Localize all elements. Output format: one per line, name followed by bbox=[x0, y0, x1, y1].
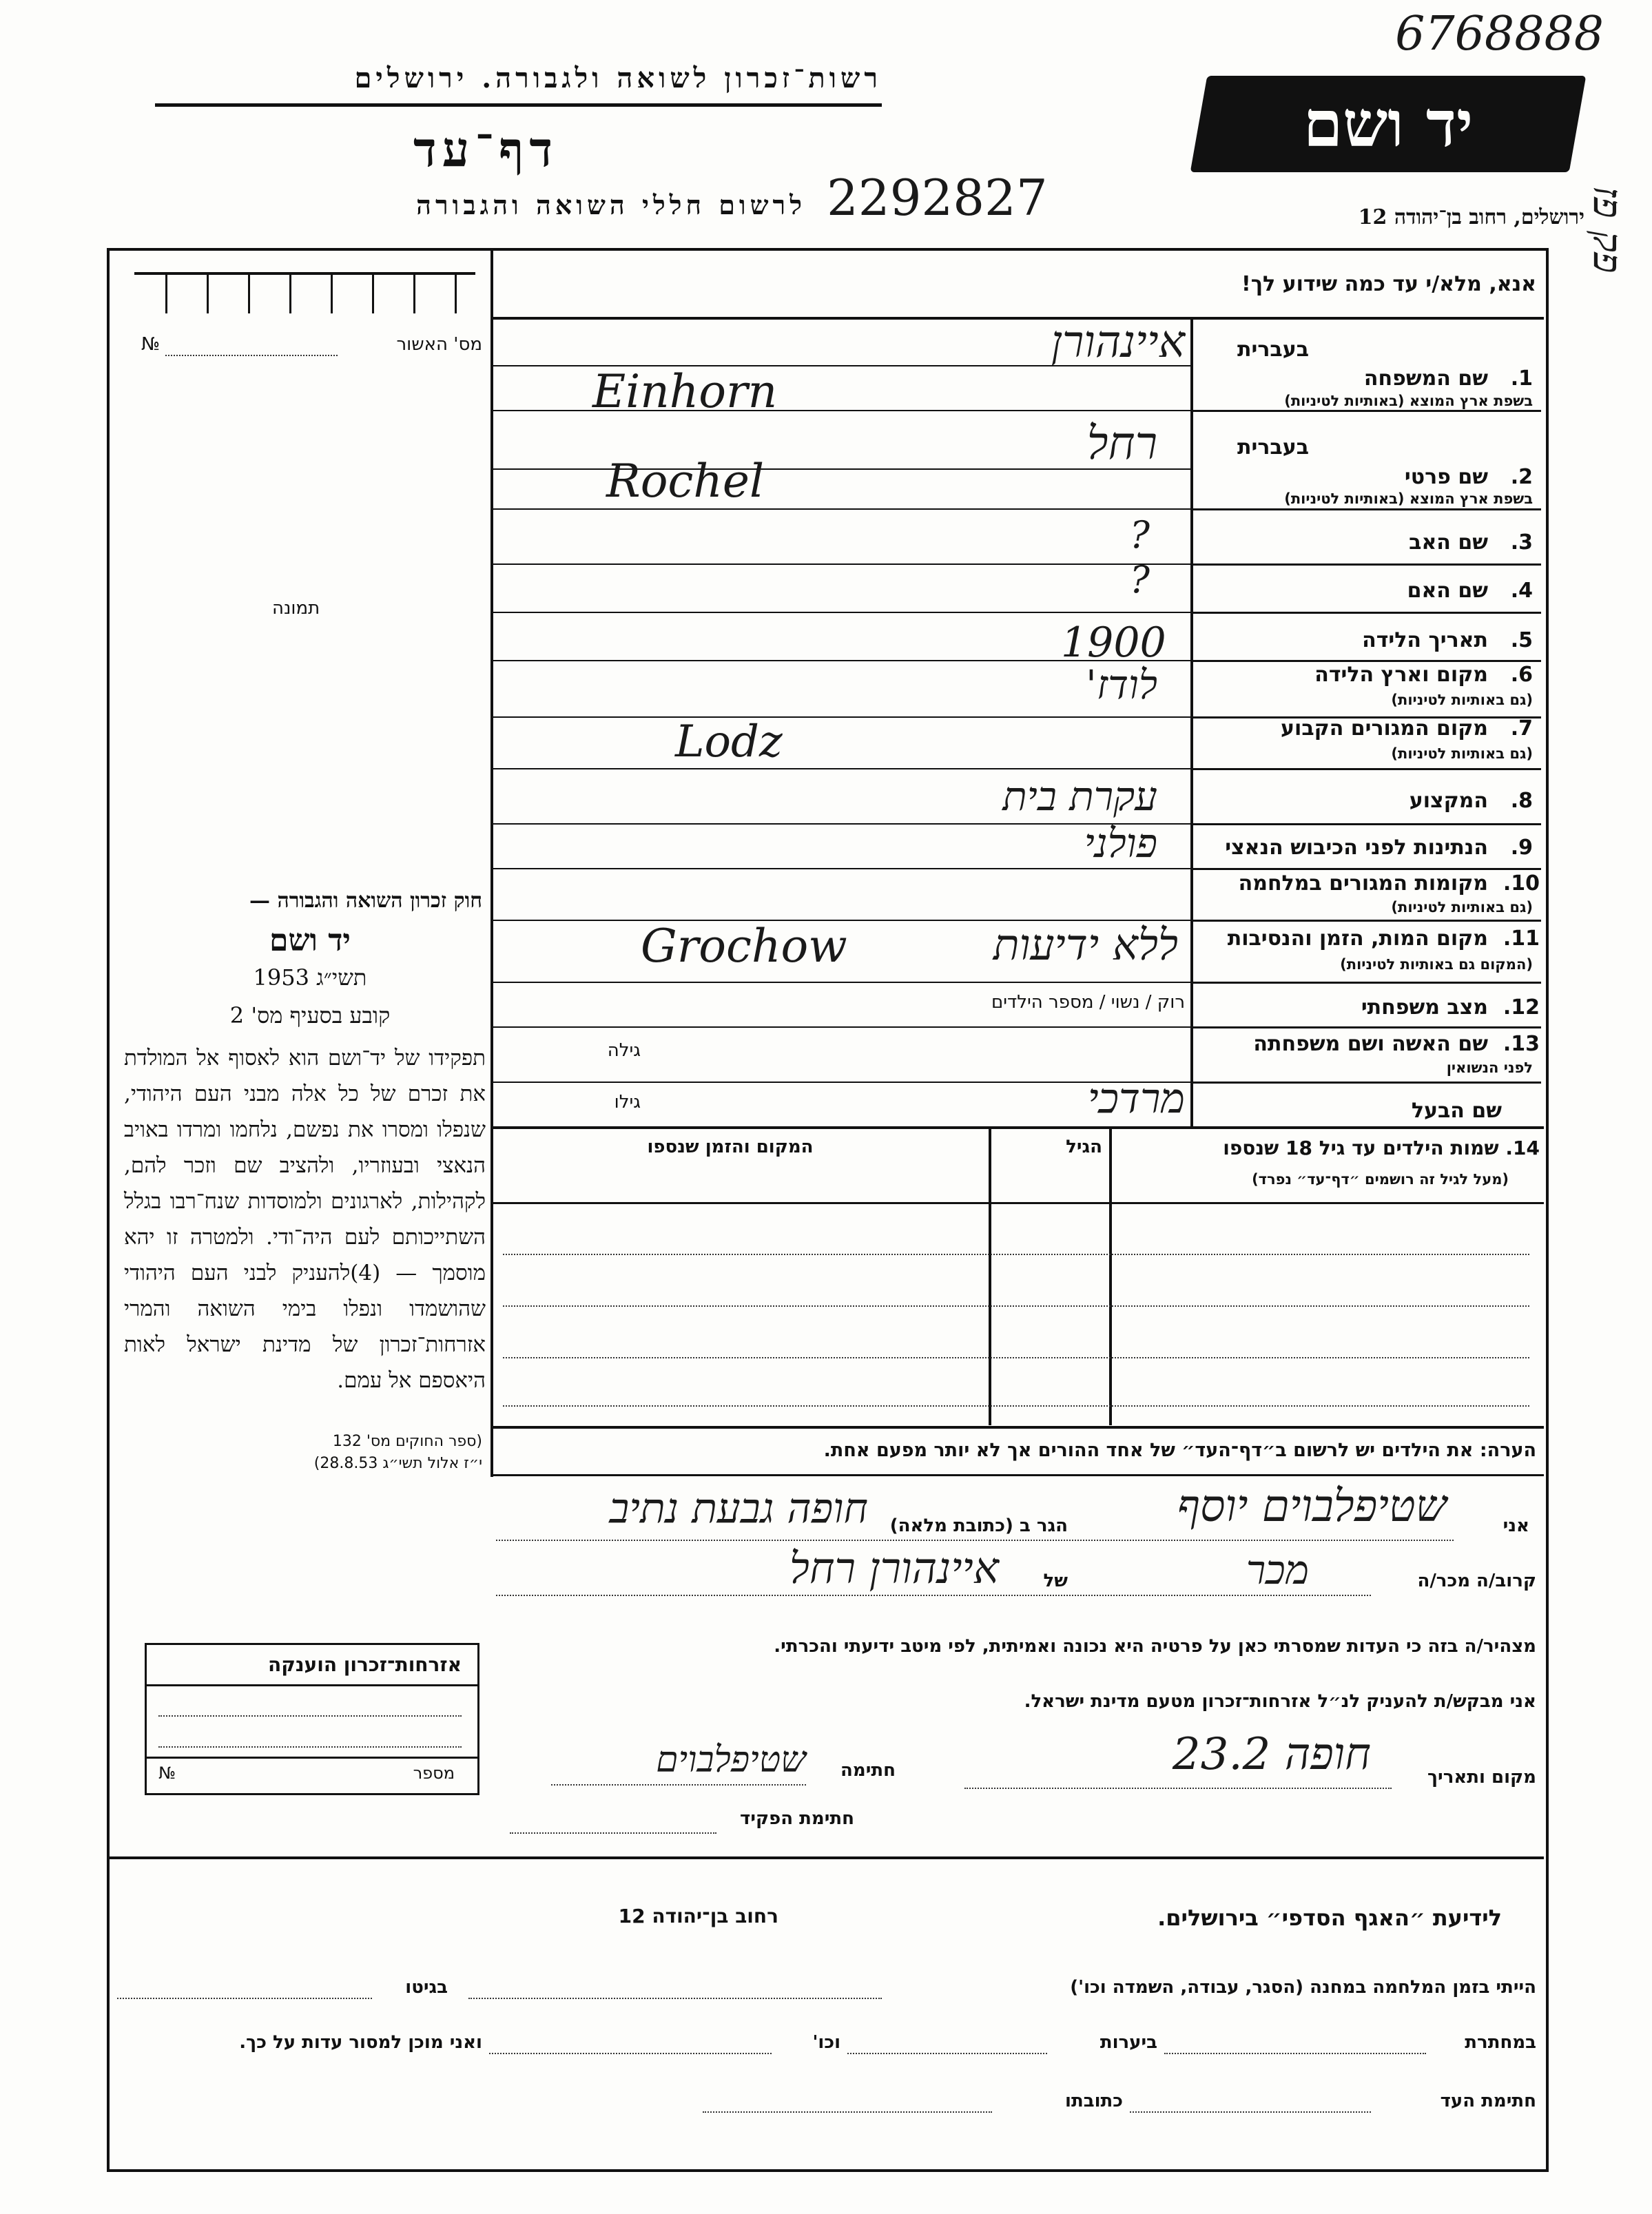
field-5-label: תאריך הלידה bbox=[1362, 628, 1488, 652]
witness-of-value[interactable]: איינהורן רחל bbox=[789, 1543, 999, 1593]
signature-label: חתימה bbox=[840, 1760, 896, 1781]
field-7-value[interactable]: Lodz bbox=[675, 716, 783, 767]
witness-of-label: של bbox=[1043, 1571, 1068, 1591]
field-1-value-latin[interactable]: Einhorn bbox=[592, 365, 778, 418]
field-12-label: מצב משפחתי bbox=[1361, 995, 1488, 1020]
field-4-number: 4. bbox=[1510, 579, 1533, 603]
field-13-label: שם האשה ושם משפחתה bbox=[1253, 1032, 1488, 1056]
intro-instruction: אנא, מלא/י עד כמה שידוע לך! bbox=[1241, 272, 1536, 296]
field-6-number: 6. bbox=[1510, 663, 1533, 687]
children-sublabel: (מעל לגיל זה רושמים ״דף־עד״ נפרד) bbox=[1252, 1171, 1509, 1188]
field-3-value[interactable]: ? bbox=[1130, 513, 1150, 557]
field-8-number: 8. bbox=[1510, 789, 1533, 813]
bottom-line1-text: הייתי בזמן המלחמה במחנה (הסגר, עבודה, השמדה וכו') bbox=[1070, 1977, 1536, 1998]
place-date-label: מקום ותאריך bbox=[1427, 1767, 1536, 1788]
witness-relative-label: קרוב/ה מכר/ה bbox=[1417, 1571, 1536, 1591]
place-date-value[interactable]: חופה 23.2 bbox=[1172, 1729, 1371, 1780]
field-3-number: 3. bbox=[1510, 530, 1533, 555]
husband-age-label: גילו bbox=[614, 1092, 641, 1113]
husband-name-value[interactable]: מרדכי bbox=[1087, 1075, 1185, 1123]
witness-resides-label: הגר ב (כתובת מלאה) bbox=[889, 1515, 1068, 1536]
field-1-value-hebrew[interactable]: איינהורן bbox=[1051, 317, 1185, 368]
field-3-label: שם האב bbox=[1409, 530, 1488, 555]
field-2-lang: בעברית bbox=[1237, 435, 1309, 459]
bottom-line2-etc: וכו' bbox=[812, 2032, 840, 2053]
witness-request: אני מבקש/ת להעניק לנ״ל אזרחות־זכרון מטעם מדינת ישראל. bbox=[1024, 1691, 1536, 1712]
bottom-address: רחוב בן־יהודה 12 bbox=[618, 1905, 778, 1927]
field-2-number: 2. bbox=[1510, 465, 1533, 489]
form-subtitle: לרשום חללי השואה והגבורה bbox=[416, 189, 806, 220]
signature-value[interactable]: שטיפלבוים bbox=[656, 1739, 806, 1781]
header-address: ירושלים, רחוב בן־יהודה 12 bbox=[1358, 205, 1584, 229]
witness-relation-value[interactable]: מכר bbox=[1246, 1546, 1309, 1593]
husband-label: שם הבעל bbox=[1411, 1099, 1502, 1123]
margin-handwritten-note: פק פז bbox=[1584, 186, 1631, 273]
field-6-sublabel: (גם באותיות לטיניות) bbox=[1391, 692, 1533, 708]
field-12-number: 12. bbox=[1503, 995, 1540, 1020]
bottom-line3-address-label: כתובתו bbox=[1065, 2091, 1123, 2111]
bottom-line1-ghetto-label: בגיטו bbox=[405, 1977, 448, 1998]
field-7-number: 7. bbox=[1510, 716, 1533, 741]
law-logo: יד ושם bbox=[269, 923, 351, 958]
witness-i-label: אני bbox=[1503, 1515, 1529, 1536]
field-11-value-hebrew[interactable]: ללא ידיעות bbox=[993, 920, 1178, 970]
clerk-signature-label: חתימת הפקיד bbox=[740, 1808, 854, 1829]
field-5-value[interactable]: 1900 bbox=[1061, 619, 1166, 667]
form-number: 2292827 bbox=[827, 169, 1048, 227]
field-9-label: הנתינות לפני הכיבוש הנאצי bbox=[1225, 836, 1488, 860]
field-4-label: שם האם bbox=[1407, 579, 1488, 603]
field-1-lang: בעברית bbox=[1237, 338, 1309, 362]
law-text: תפקידו של יד־ושם הוא לאסוף אל המולדת את זכרם של כל אלה מבני העם היהודי, שנפלו ומסרו את נפשם, נלחמו ומרדו באויב הנאצי ובעוזריו, ולהציב שם וזכר להם, לקהילות, לארגונים ולמוסדות שנח־רבו בגלל השתייכותם לעם היה־ודי. ולמטרה זו יהא מוסמך — (4)להעניק לבני העם היהודי שהושמדו ונפלו בימי השואה והמרי אזרחות־זכרון של מדינת ישראל לאות היאספם אל עמם. bbox=[124, 1046, 486, 1393]
law-year: תשי״ג 1953 bbox=[253, 964, 367, 991]
children-note: הערה: את הילדים יש לרשום ב״דף־העד״ של אחד ההורים אך לא יותר מפעם אחת. bbox=[823, 1440, 1536, 1461]
field-10-label: מקומות המגורים במלחמה bbox=[1238, 871, 1488, 896]
citizenship-number-sign: № bbox=[158, 1763, 176, 1783]
citizenship-number-label: מספר bbox=[413, 1763, 455, 1783]
field-11-sublabel: (המקום גם באותיות לטיניות) bbox=[1340, 956, 1533, 973]
field-12-options[interactable]: רוק / נשוי / מספר הילדים bbox=[991, 992, 1185, 1013]
bottom-line1-field-camp[interactable] bbox=[468, 1998, 882, 1999]
field-2-sublabel: בשפת ארץ המוצא (באותיות לטיניות) bbox=[1284, 490, 1533, 507]
law-reference-1: (ספר החוקים מס' 132 bbox=[332, 1433, 482, 1450]
approval-no-field[interactable] bbox=[165, 355, 338, 356]
field-8-value[interactable]: עקרת בית bbox=[1002, 773, 1157, 820]
field-2-value-hebrew[interactable]: רחל bbox=[1086, 417, 1157, 470]
children-place-column: המקום והזמן שנספו bbox=[647, 1137, 814, 1157]
law-reference-2: י״ז אלול תשי״ג 28.8.53) bbox=[313, 1455, 482, 1472]
field-9-number: 9. bbox=[1510, 836, 1533, 860]
photo-label: תמונה bbox=[272, 598, 320, 619]
field-1-label: שם המשפחה bbox=[1363, 366, 1488, 391]
approval-no-label: מס' האשור bbox=[396, 334, 482, 355]
field-11-label: מקום המות, הזמן והנסיבות bbox=[1227, 927, 1488, 951]
field-11-value-latin[interactable]: Grochow bbox=[641, 920, 847, 973]
yad-vashem-logo bbox=[1190, 76, 1587, 172]
bottom-line3-witness-signature: חתימת העד bbox=[1440, 2091, 1536, 2111]
org-name: רשות־זכרון לשואה ולגבורה. ירושלים bbox=[354, 62, 882, 94]
field-13-age-label: גילה bbox=[607, 1040, 641, 1061]
field-8-label: המקצוע bbox=[1409, 789, 1488, 813]
bottom-title: לידיעת ״האגף הסדפי״ בירושלים. bbox=[1157, 1905, 1502, 1931]
field-7-sublabel: (גם באותיות לטיניות) bbox=[1391, 745, 1533, 762]
law-title: חוק זכרון השואה והגבורה — bbox=[249, 889, 482, 913]
top-handwritten-number: 6768888 bbox=[1395, 7, 1604, 61]
logo-text: יד ושם bbox=[1303, 87, 1474, 161]
witness-address-value[interactable]: חופה גבעת נתיב bbox=[609, 1484, 868, 1533]
field-1-sublabel: בשפת ארץ המוצא (באותיות לטיניות) bbox=[1284, 393, 1533, 409]
witness-name-value[interactable]: שטיפלבוים יוסף bbox=[1177, 1481, 1447, 1532]
bottom-line2-forests: ביערות bbox=[1099, 2032, 1157, 2053]
form-title: דף־עד bbox=[413, 121, 559, 178]
children-label: 14. שמות הילדים עד גיל 18 שנספו bbox=[1223, 1137, 1540, 1159]
field-10-sublabel: (גם באותיות לטיניות) bbox=[1391, 899, 1533, 915]
witness-declaration: מצהיר/ה בזה כי העדות שמסרתי כאן על פרטיה היא נכונה ואמיתית, לפי מיטב ידיעתי והכרתי. bbox=[774, 1636, 1536, 1657]
field-4-value[interactable]: ? bbox=[1130, 558, 1150, 601]
field-13-number: 13. bbox=[1503, 1032, 1540, 1056]
field-1-number: 1. bbox=[1510, 366, 1533, 391]
citizenship-box-title: אזרחות־זכרון הוענקה bbox=[268, 1653, 462, 1676]
field-13-sublabel: לפני הנשואין bbox=[1446, 1059, 1533, 1076]
field-6-label: מקום וארץ הלידה bbox=[1314, 663, 1488, 687]
bottom-line2-underground: במחתרת bbox=[1465, 2032, 1536, 2053]
field-11-number: 11. bbox=[1503, 927, 1540, 951]
field-6-value[interactable]: לודז' bbox=[1085, 661, 1157, 708]
approval-no-sign: № bbox=[141, 334, 161, 355]
law-section: קובע בסעיף מס' 2 bbox=[229, 1002, 391, 1028]
bottom-line2-ready: ואני מוכן למסור עדות על כך. bbox=[239, 2032, 482, 2053]
children-age-column: הגיל bbox=[1066, 1137, 1102, 1157]
field-2-label: שם פרטי bbox=[1404, 465, 1488, 489]
field-2-value-latin[interactable]: Rochel bbox=[606, 455, 765, 508]
field-7-label: מקום המגורים הקבוע bbox=[1281, 716, 1488, 741]
field-5-number: 5. bbox=[1510, 628, 1533, 652]
field-9-value[interactable]: פולני bbox=[1084, 820, 1157, 867]
field-10-number: 10. bbox=[1503, 871, 1540, 896]
bottom-line1-field-ghetto[interactable] bbox=[117, 1998, 372, 1999]
